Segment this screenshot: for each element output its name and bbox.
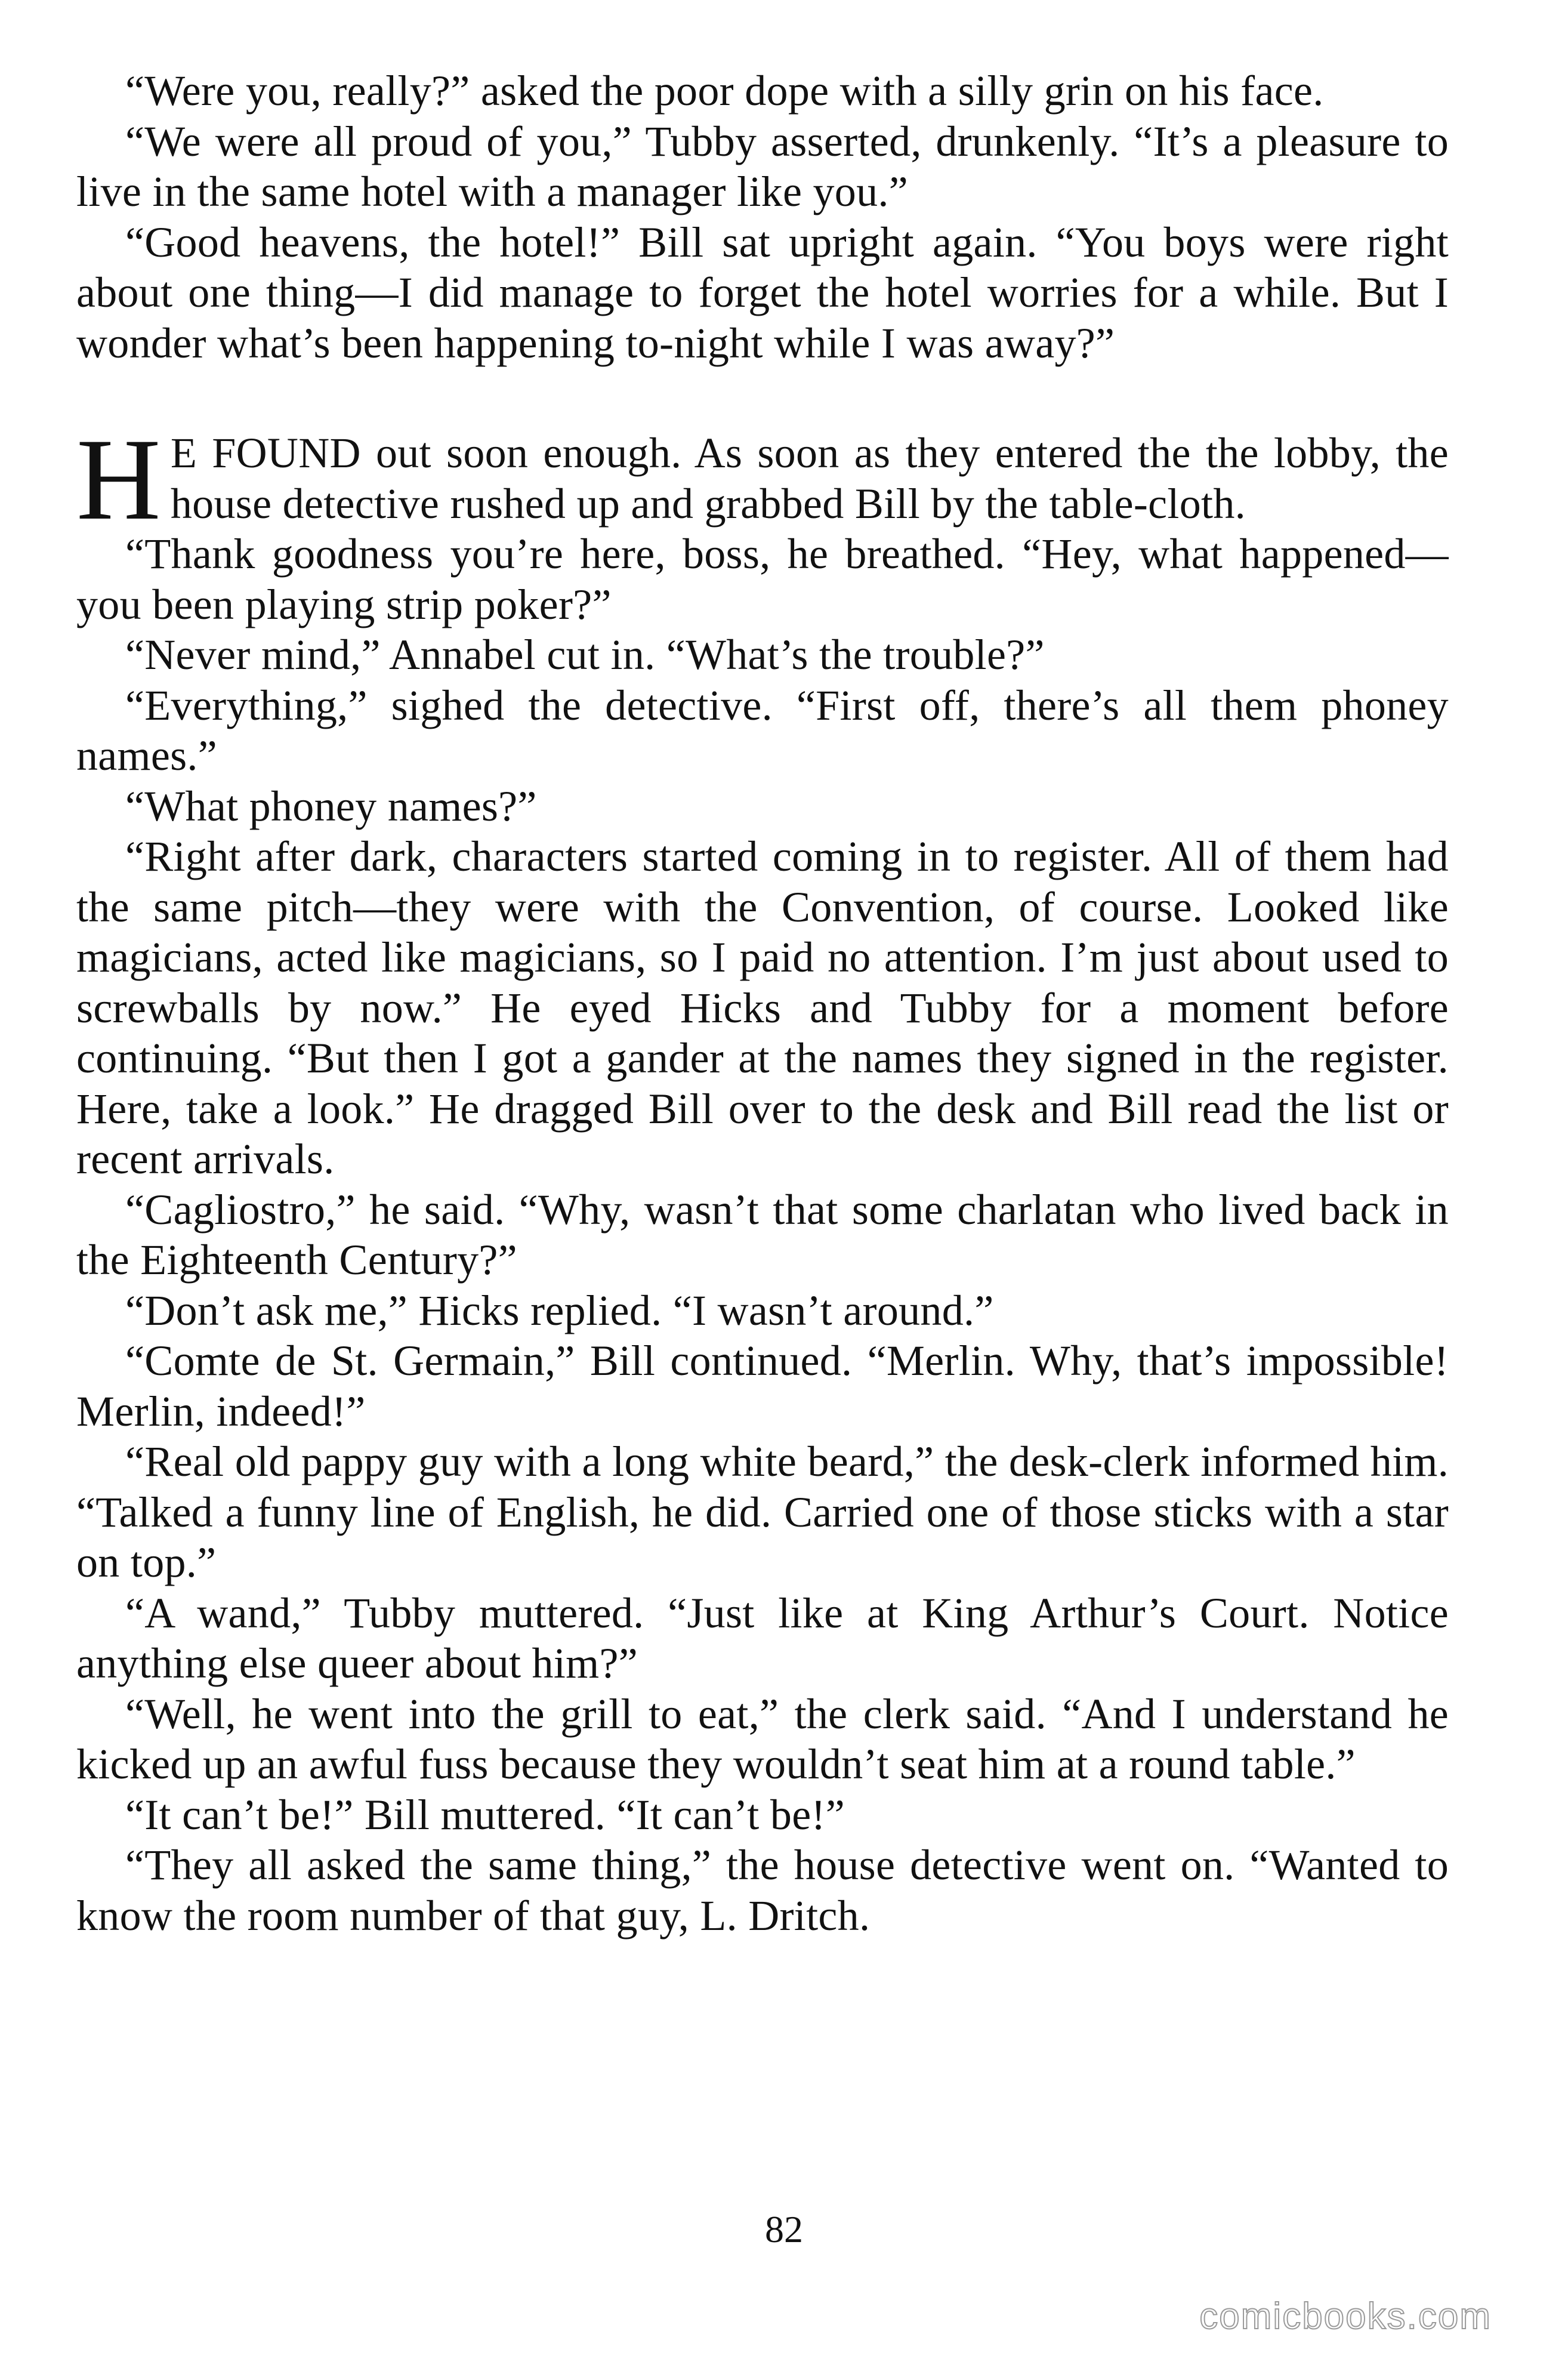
paragraph: “Comte de St. Germain,” Bill continued. “Merlin. Why, that’s impossible! Merlin, indeed!” <box>76 1337 1449 1435</box>
paragraph: “What phoney names?” <box>125 782 537 830</box>
paragraph: “Cagliostro,” he said. “Why, wasn’t that some charlatan who lived back in the Eighteenth Century?” <box>76 1185 1449 1284</box>
paragraph: “It can’t be!” Bill muttered. “It can’t be!” <box>125 1790 845 1839</box>
paragraph: “Don’t ask me,” Hicks replied. “I wasn’t around.” <box>125 1286 994 1334</box>
paragraph: “They all asked the same thing,” the house detective went on. “Wanted to know the room number of that guy, L. Dritch. <box>76 1841 1449 1940</box>
paragraph: “Right after dark, characters started coming in to register. All of them had the same pitch—they were with the Convention, of course. Looked like magicians, acted like magicians, so I paid no attention. I’m just about used to screwballs by now.” He eyed Hicks and Tubby for a moment before continuing. “But then I got a gander at the names they signed in the register. Here, take a look.” He dragged Bill over to the desk and Bill read the list or recent arrivals. <box>76 832 1449 1183</box>
drop-cap: H <box>76 415 161 544</box>
paragraph: “Real old pappy guy with a long white beard,” the desk-clerk informed him. “Talked a funny line of English, he did. Carried one of those sticks with a star on top.” <box>76 1438 1449 1586</box>
section-break <box>76 368 1449 428</box>
paragraph: “We were all proud of you,” Tubby asserted, drunkenly. “It’s a pleasure to live in the same hotel with a manager like you.” <box>76 117 1449 215</box>
page-number: 82 <box>765 2208 803 2250</box>
paragraph: “Thank goodness you’re here, boss, he breathed. “Hey, what happened— you been playing strip poker?” <box>76 530 1449 628</box>
page-body <box>76 66 1449 1941</box>
paragraph: “Were you, really?” asked the poor dope with a silly grin on his face. <box>125 67 1324 115</box>
section-opening-paragraph <box>76 415 1449 544</box>
paragraph: “Never mind,” Annabel cut in. “What’s the trouble?” <box>125 631 1045 679</box>
section-opening-text: E FOUND out soon enough. As soon as they entered the the lobby, the house detective rushed up and grabbed Bill by the table-cloth. <box>170 429 1449 528</box>
watermark: comicbooks.com <box>1199 2296 1492 2337</box>
paragraph: “Well, he went into the grill to eat,” the clerk said. “And I understand he kicked up an awful fuss because they wouldn’t seat him at a round table.” <box>76 1689 1449 1788</box>
paragraph: “Good heavens, the hotel!” Bill sat upright again. “You boys were right about one thing—I did manage to forget the hotel worries for a while. But I wonder what’s been happening to-night while I was away?” <box>76 218 1449 367</box>
paragraph: “Everything,” sighed the detective. “First off, there’s all them phoney names.” <box>76 681 1449 779</box>
paragraph: “A wand,” Tubby muttered. “Just like at King Arthur’s Court. Notice anything else queer about him?” <box>76 1589 1449 1687</box>
